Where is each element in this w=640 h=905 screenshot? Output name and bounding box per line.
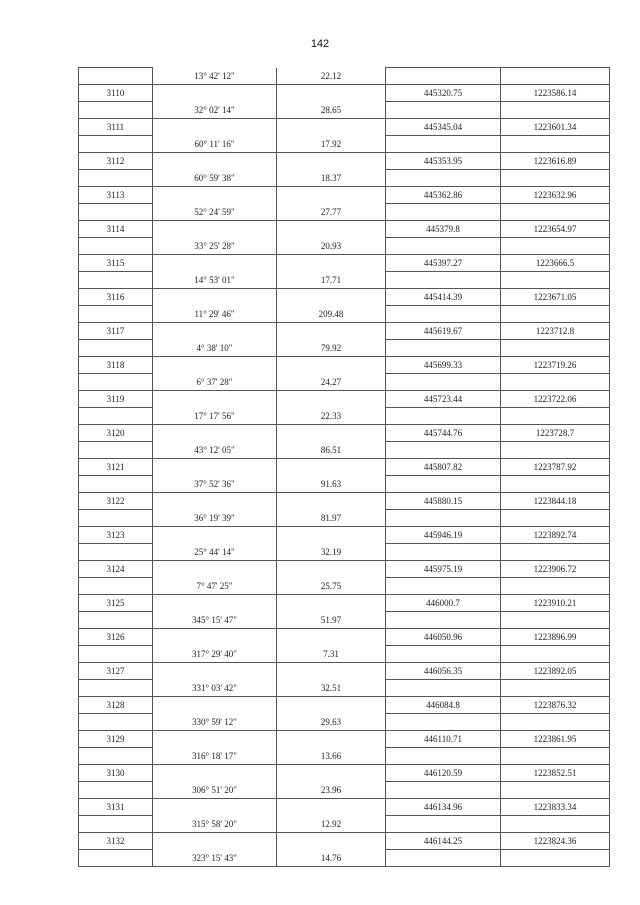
bearing-cell: [153, 595, 277, 612]
bearing-cell: 6° 37' 28": [153, 374, 277, 391]
leg-row: [79, 102, 610, 119]
point-id-cell: [79, 306, 153, 323]
point-row: [79, 187, 610, 204]
easting-cell: 1223833.34: [501, 799, 610, 816]
northing-cell: 445345.04: [386, 119, 501, 136]
distance-cell: 20.93: [277, 238, 386, 255]
point-row: [79, 119, 610, 136]
easting-cell: [501, 204, 610, 221]
point-id-cell: 3131: [79, 799, 153, 816]
northing-cell: [386, 782, 501, 799]
distance-cell: 209.48: [277, 306, 386, 323]
easting-cell: [501, 102, 610, 119]
distance-cell: [277, 153, 386, 170]
point-id-cell: 3125: [79, 595, 153, 612]
northing-cell: [386, 136, 501, 153]
easting-cell: [501, 680, 610, 697]
point-id-cell: 3124: [79, 561, 153, 578]
leg-row: [79, 510, 610, 527]
leg-row: [79, 340, 610, 357]
distance-cell: [277, 85, 386, 102]
easting-cell: [501, 578, 610, 595]
point-id-cell: 3128: [79, 697, 153, 714]
point-id-cell: 3116: [79, 289, 153, 306]
bearing-cell: 331° 03' 42": [153, 680, 277, 697]
northing-cell: 446144.25: [386, 833, 501, 850]
point-id-cell: [79, 340, 153, 357]
point-row: [79, 561, 610, 578]
northing-cell: [386, 102, 501, 119]
distance-cell: 7.31: [277, 646, 386, 663]
northing-cell: 445362.86: [386, 187, 501, 204]
distance-cell: [277, 323, 386, 340]
distance-cell: 32.51: [277, 680, 386, 697]
leg-row: [79, 68, 610, 85]
easting-cell: [501, 544, 610, 561]
bearing-cell: [153, 85, 277, 102]
distance-cell: 79.92: [277, 340, 386, 357]
northing-cell: [386, 442, 501, 459]
leg-row: [79, 374, 610, 391]
distance-cell: 17.71: [277, 272, 386, 289]
bearing-cell: [153, 425, 277, 442]
point-id-cell: [79, 170, 153, 187]
easting-cell: 1223712.8: [501, 323, 610, 340]
leg-row: [79, 204, 610, 221]
northing-cell: [386, 374, 501, 391]
point-id-cell: 3118: [79, 357, 153, 374]
easting-cell: 1223601.34: [501, 119, 610, 136]
point-row: [79, 391, 610, 408]
leg-row: [79, 408, 610, 425]
point-row: [79, 289, 610, 306]
distance-cell: [277, 833, 386, 850]
point-id-cell: 3126: [79, 629, 153, 646]
easting-cell: 1223861.95: [501, 731, 610, 748]
point-id-cell: [79, 578, 153, 595]
point-id-cell: [79, 136, 153, 153]
distance-cell: [277, 289, 386, 306]
point-id-cell: [79, 374, 153, 391]
easting-cell: [501, 272, 610, 289]
point-id-cell: 3115: [79, 255, 153, 272]
northing-cell: 445807.82: [386, 459, 501, 476]
leg-row: [79, 816, 610, 833]
distance-cell: 29.63: [277, 714, 386, 731]
point-row: [79, 731, 610, 748]
bearing-cell: 323° 15' 43": [153, 850, 277, 867]
bearing-cell: 33° 25' 28": [153, 238, 277, 255]
leg-row: [79, 272, 610, 289]
leg-row: [79, 646, 610, 663]
coordinate-table: [78, 67, 610, 867]
distance-cell: [277, 527, 386, 544]
northing-cell: [386, 748, 501, 765]
point-id-cell: 3111: [79, 119, 153, 136]
bearing-cell: [153, 221, 277, 238]
easting-cell: 1223616.89: [501, 153, 610, 170]
point-id-cell: 3132: [79, 833, 153, 850]
leg-row: [79, 850, 610, 867]
point-id-cell: 3112: [79, 153, 153, 170]
easting-cell: [501, 408, 610, 425]
northing-cell: [386, 272, 501, 289]
northing-cell: 446056.35: [386, 663, 501, 680]
easting-cell: 1223892.74: [501, 527, 610, 544]
easting-cell: 1223896.99: [501, 629, 610, 646]
point-id-cell: 3113: [79, 187, 153, 204]
bearing-cell: 306° 51' 20": [153, 782, 277, 799]
easting-cell: 1223876.32: [501, 697, 610, 714]
leg-row: [79, 238, 610, 255]
point-row: [79, 459, 610, 476]
northing-cell: [386, 612, 501, 629]
bearing-cell: [153, 187, 277, 204]
easting-cell: 1223586.14: [501, 85, 610, 102]
bearing-cell: [153, 391, 277, 408]
northing-cell: [386, 850, 501, 867]
easting-cell: 1223654.97: [501, 221, 610, 238]
easting-cell: [501, 340, 610, 357]
point-id-cell: [79, 238, 153, 255]
easting-cell: [501, 238, 610, 255]
distance-cell: [277, 595, 386, 612]
easting-cell: [501, 68, 610, 85]
distance-cell: 28.65: [277, 102, 386, 119]
northing-cell: 446084.8: [386, 697, 501, 714]
northing-cell: 445699.33: [386, 357, 501, 374]
leg-row: [79, 476, 610, 493]
distance-cell: 91.63: [277, 476, 386, 493]
leg-row: [79, 544, 610, 561]
point-id-cell: [79, 680, 153, 697]
distance-cell: [277, 357, 386, 374]
bearing-cell: 32° 02' 14": [153, 102, 277, 119]
easting-cell: [501, 476, 610, 493]
northing-cell: 446134.96: [386, 799, 501, 816]
point-id-cell: 3127: [79, 663, 153, 680]
distance-cell: [277, 425, 386, 442]
northing-cell: [386, 544, 501, 561]
easting-cell: 1223666.5: [501, 255, 610, 272]
bearing-cell: [153, 561, 277, 578]
point-id-cell: [79, 102, 153, 119]
distance-cell: 18.37: [277, 170, 386, 187]
distance-cell: 81.97: [277, 510, 386, 527]
northing-cell: 445397.27: [386, 255, 501, 272]
northing-cell: 446110.71: [386, 731, 501, 748]
northing-cell: [386, 816, 501, 833]
distance-cell: [277, 663, 386, 680]
bearing-cell: [153, 323, 277, 340]
point-row: [79, 833, 610, 850]
point-id-cell: [79, 782, 153, 799]
northing-cell: [386, 408, 501, 425]
distance-cell: [277, 459, 386, 476]
bearing-cell: [153, 493, 277, 510]
bearing-cell: [153, 731, 277, 748]
distance-cell: 13.66: [277, 748, 386, 765]
distance-cell: [277, 629, 386, 646]
bearing-cell: [153, 289, 277, 306]
point-id-cell: [79, 272, 153, 289]
point-id-cell: [79, 544, 153, 561]
point-id-cell: 3129: [79, 731, 153, 748]
distance-cell: [277, 799, 386, 816]
point-row: [79, 153, 610, 170]
distance-cell: [277, 765, 386, 782]
distance-cell: [277, 187, 386, 204]
northing-cell: 446120.59: [386, 765, 501, 782]
bearing-cell: 13° 42' 12": [153, 68, 277, 85]
bearing-cell: 43° 12' 05": [153, 442, 277, 459]
leg-row: [79, 612, 610, 629]
bearing-cell: [153, 833, 277, 850]
point-id-cell: [79, 476, 153, 493]
point-id-cell: [79, 442, 153, 459]
bearing-cell: 37° 52' 36": [153, 476, 277, 493]
easting-cell: 1223719.26: [501, 357, 610, 374]
bearing-cell: 14° 53' 01": [153, 272, 277, 289]
leg-row: [79, 748, 610, 765]
point-id-cell: [79, 850, 153, 867]
distance-cell: 14.76: [277, 850, 386, 867]
bearing-cell: [153, 697, 277, 714]
point-id-cell: 3119: [79, 391, 153, 408]
distance-cell: 51.97: [277, 612, 386, 629]
easting-cell: 1223906.72: [501, 561, 610, 578]
leg-row: [79, 680, 610, 697]
northing-cell: 445975.19: [386, 561, 501, 578]
bearing-cell: [153, 357, 277, 374]
point-id-cell: [79, 714, 153, 731]
distance-cell: [277, 255, 386, 272]
bearing-cell: 330° 59' 12": [153, 714, 277, 731]
leg-row: [79, 170, 610, 187]
easting-cell: [501, 646, 610, 663]
easting-cell: 1223632.96: [501, 187, 610, 204]
easting-cell: 1223671.05: [501, 289, 610, 306]
northing-cell: 445353.95: [386, 153, 501, 170]
point-id-cell: [79, 204, 153, 221]
point-row: [79, 255, 610, 272]
easting-cell: [501, 306, 610, 323]
distance-cell: [277, 493, 386, 510]
easting-cell: [501, 714, 610, 731]
distance-cell: [277, 119, 386, 136]
point-id-cell: 3114: [79, 221, 153, 238]
distance-cell: 17.92: [277, 136, 386, 153]
easting-cell: [501, 510, 610, 527]
point-id-cell: 3123: [79, 527, 153, 544]
point-id-cell: [79, 816, 153, 833]
easting-cell: 1223824.36: [501, 833, 610, 850]
easting-cell: 1223844.18: [501, 493, 610, 510]
point-id-cell: [79, 408, 153, 425]
point-row: [79, 629, 610, 646]
northing-cell: 446050.96: [386, 629, 501, 646]
easting-cell: 1223892.05: [501, 663, 610, 680]
point-row: [79, 765, 610, 782]
northing-cell: 445379.8: [386, 221, 501, 238]
bearing-cell: 60° 11' 16": [153, 136, 277, 153]
point-row: [79, 85, 610, 102]
distance-cell: 27.77: [277, 204, 386, 221]
bearing-cell: 11° 29' 46": [153, 306, 277, 323]
bearing-cell: 4° 38' 10": [153, 340, 277, 357]
northing-cell: [386, 204, 501, 221]
point-id-cell: [79, 510, 153, 527]
point-id-cell: 3117: [79, 323, 153, 340]
bearing-cell: 7° 47' 25": [153, 578, 277, 595]
bearing-cell: [153, 119, 277, 136]
leg-row: [79, 578, 610, 595]
easting-cell: [501, 374, 610, 391]
coordinate-table-body: [79, 68, 610, 867]
bearing-cell: 60° 59' 38": [153, 170, 277, 187]
easting-cell: [501, 782, 610, 799]
distance-cell: [277, 731, 386, 748]
northing-cell: [386, 238, 501, 255]
distance-cell: 25.75: [277, 578, 386, 595]
bearing-cell: 345° 15' 47": [153, 612, 277, 629]
northing-cell: 445320.75: [386, 85, 501, 102]
leg-row: [79, 714, 610, 731]
northing-cell: [386, 476, 501, 493]
northing-cell: [386, 510, 501, 527]
bearing-cell: [153, 459, 277, 476]
distance-cell: 24.27: [277, 374, 386, 391]
northing-cell: [386, 714, 501, 731]
northing-cell: 445414.39: [386, 289, 501, 306]
point-row: [79, 357, 610, 374]
bearing-cell: 317° 29' 40": [153, 646, 277, 663]
bearing-cell: 25° 44' 14": [153, 544, 277, 561]
bearing-cell: [153, 799, 277, 816]
distance-cell: 23.96: [277, 782, 386, 799]
leg-row: [79, 306, 610, 323]
bearing-cell: 17° 17' 56": [153, 408, 277, 425]
point-id-cell: [79, 68, 153, 85]
bearing-cell: [153, 663, 277, 680]
point-row: [79, 221, 610, 238]
point-id-cell: [79, 646, 153, 663]
distance-cell: 12.92: [277, 816, 386, 833]
point-row: [79, 493, 610, 510]
easting-cell: [501, 136, 610, 153]
point-row: [79, 799, 610, 816]
easting-cell: [501, 170, 610, 187]
bearing-cell: 36° 19' 39": [153, 510, 277, 527]
northing-cell: [386, 578, 501, 595]
point-id-cell: 3120: [79, 425, 153, 442]
point-id-cell: 3121: [79, 459, 153, 476]
point-row: [79, 595, 610, 612]
bearing-cell: [153, 629, 277, 646]
point-row: [79, 663, 610, 680]
easting-cell: 1223728.7: [501, 425, 610, 442]
distance-cell: [277, 391, 386, 408]
easting-cell: 1223722.06: [501, 391, 610, 408]
northing-cell: 446000.7: [386, 595, 501, 612]
easting-cell: 1223787.92: [501, 459, 610, 476]
northing-cell: 445946.19: [386, 527, 501, 544]
easting-cell: [501, 442, 610, 459]
distance-cell: [277, 697, 386, 714]
bearing-cell: [153, 153, 277, 170]
point-id-cell: 3110: [79, 85, 153, 102]
distance-cell: 32.19: [277, 544, 386, 561]
distance-cell: 22.33: [277, 408, 386, 425]
easting-cell: [501, 612, 610, 629]
leg-row: [79, 782, 610, 799]
page-number: 142: [310, 38, 330, 50]
northing-cell: [386, 68, 501, 85]
easting-cell: [501, 816, 610, 833]
bearing-cell: [153, 255, 277, 272]
point-id-cell: [79, 748, 153, 765]
northing-cell: [386, 170, 501, 187]
distance-cell: [277, 221, 386, 238]
point-id-cell: [79, 612, 153, 629]
easting-cell: [501, 850, 610, 867]
point-row: [79, 323, 610, 340]
northing-cell: [386, 646, 501, 663]
northing-cell: 445723.44: [386, 391, 501, 408]
northing-cell: 445619.67: [386, 323, 501, 340]
bearing-cell: 315° 58' 20": [153, 816, 277, 833]
leg-row: [79, 442, 610, 459]
bearing-cell: 316° 18' 17": [153, 748, 277, 765]
northing-cell: [386, 340, 501, 357]
easting-cell: 1223910.21: [501, 595, 610, 612]
northing-cell: 445880.15: [386, 493, 501, 510]
bearing-cell: [153, 765, 277, 782]
distance-cell: 86.51: [277, 442, 386, 459]
point-row: [79, 697, 610, 714]
leg-row: [79, 136, 610, 153]
bearing-cell: 52° 24' 59": [153, 204, 277, 221]
northing-cell: [386, 306, 501, 323]
easting-cell: [501, 748, 610, 765]
point-id-cell: 3122: [79, 493, 153, 510]
northing-cell: 445744.76: [386, 425, 501, 442]
bearing-cell: [153, 527, 277, 544]
distance-cell: [277, 561, 386, 578]
point-id-cell: 3130: [79, 765, 153, 782]
point-row: [79, 425, 610, 442]
northing-cell: [386, 680, 501, 697]
distance-cell: 22.12: [277, 68, 386, 85]
easting-cell: 1223852.51: [501, 765, 610, 782]
point-row: [79, 527, 610, 544]
